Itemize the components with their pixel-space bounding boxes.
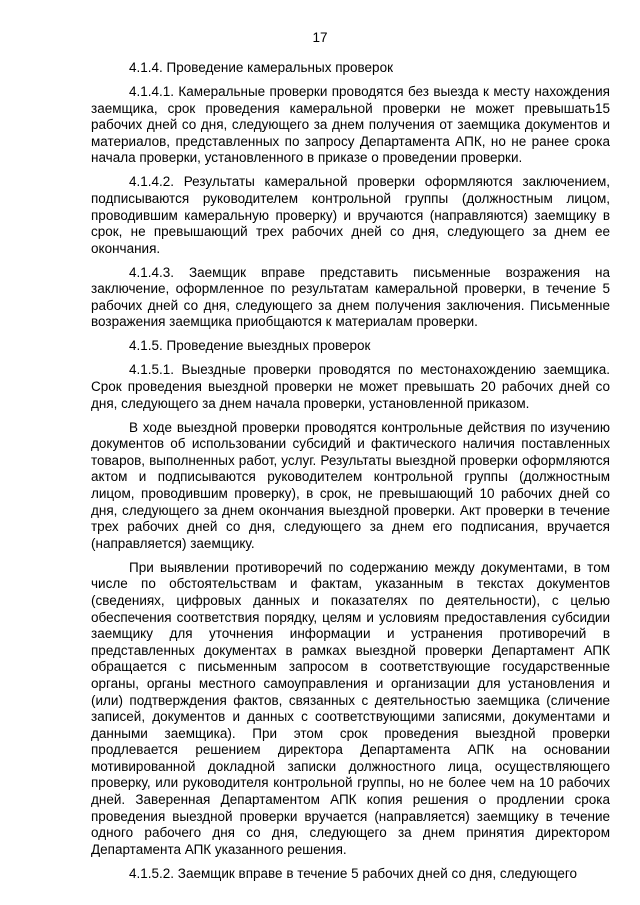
body-paragraph: При выявлении противоречий по содержанию между документами, в том числе по обстоятельствам и фактам, указанным в текстах документов (сведениях, цифровых данных и показателях по деятельности), с целью обеспечения соответствия порядку, целям и условиям предоставления субсидии заемщику для уточнения информации и устранения противоречий в представленных документах в рамках выездной проверки Департамент АПК обращается с письменным запросом в соответствующие государственные органы, органы местного самоуправления и организации для установления и (или) подтверждения фактов, связанных с деятельностью заемщика (сличение записей, документов и данных с соответствующими записями, документами и данными заемщика). При этом срок проведения выездной проверки продлевается решением директора Департамента АПК на основании мотивированной докладной записки должностного лица, осуществляющего проверку, или руководителя контрольной группы, но не более чем на 10 рабочих дней. Заверенная Департаментом АПК копия решения о продлении срока проведения выездной проверки вручается (направляется) заемщику в течение одного рабочего дня со дня, следующего за днем принятия директором Департамента АПК указанного решения. <box>91 559 610 857</box>
section-heading: 4.1.4. Проведение камеральных проверок <box>129 60 393 75</box>
page-number: 17 <box>312 30 328 45</box>
document-body <box>91 60 610 890</box>
body-paragraph: 4.1.5.1. Выездные проверки проводятся по местонахождению заемщика. Срок проведения выездной проверки не может превышать 20 рабочих дней со дня, следующего за днем начала проверки, установленной приказом. <box>91 362 610 411</box>
section-heading: 4.1.5. Проведение выездных проверок <box>129 338 371 354</box>
body-paragraph: В ходе выездной проверки проводятся контрольные действия по изучению документов об использовании субсидий и фактического наличия поставленных товаров, выполненных работ, услуг. Результаты выездной проверки оформляются актом и подписываются руководителем контрольной группы (должностным лицом, проводившим проверку), в срок, не превышающий 10 рабочих дней со дня, следующего за днем окончания выездной проверки. Акт проверки в течение трех рабочих дней со дня, следующего за днем его подписания, вручается (направляется) заемщику. <box>91 419 610 551</box>
body-paragraph: 4.1.4.1. Камеральные проверки проводятся без выезда к месту нахождения заемщика, срок проведения камеральной проверки не может превышать15 рабочих дней со дня, следующего за днем получения от заемщика документов и материалов, представленных по запросу Департамента АПК, но не ранее срока начала проверки, установленного в приказе о проведении проверки. <box>91 83 610 166</box>
body-paragraph: 4.1.4.3. Заемщик вправе представить письменные возражения на заключение, оформленное по результатам камеральной проверки, в течение 5 рабочих дней со дня, следующего за днем получения заключения. Письменные возражения заемщика приобщаются к материалам проверки. <box>91 264 610 330</box>
body-paragraph: 4.1.4.2. Результаты камеральной проверки оформляются заключением, подписываются руководителем контрольной группы (должностным лицом, проводившим камеральную проверку) и вручаются (направляются) заемщику в срок, не превышающий трех рабочих дней со дня, следующего за днем ее окончания. <box>91 174 610 256</box>
body-paragraph: 4.1.5.2. Заемщик вправе в течение 5 рабочих дней со дня, следующего <box>129 865 578 881</box>
